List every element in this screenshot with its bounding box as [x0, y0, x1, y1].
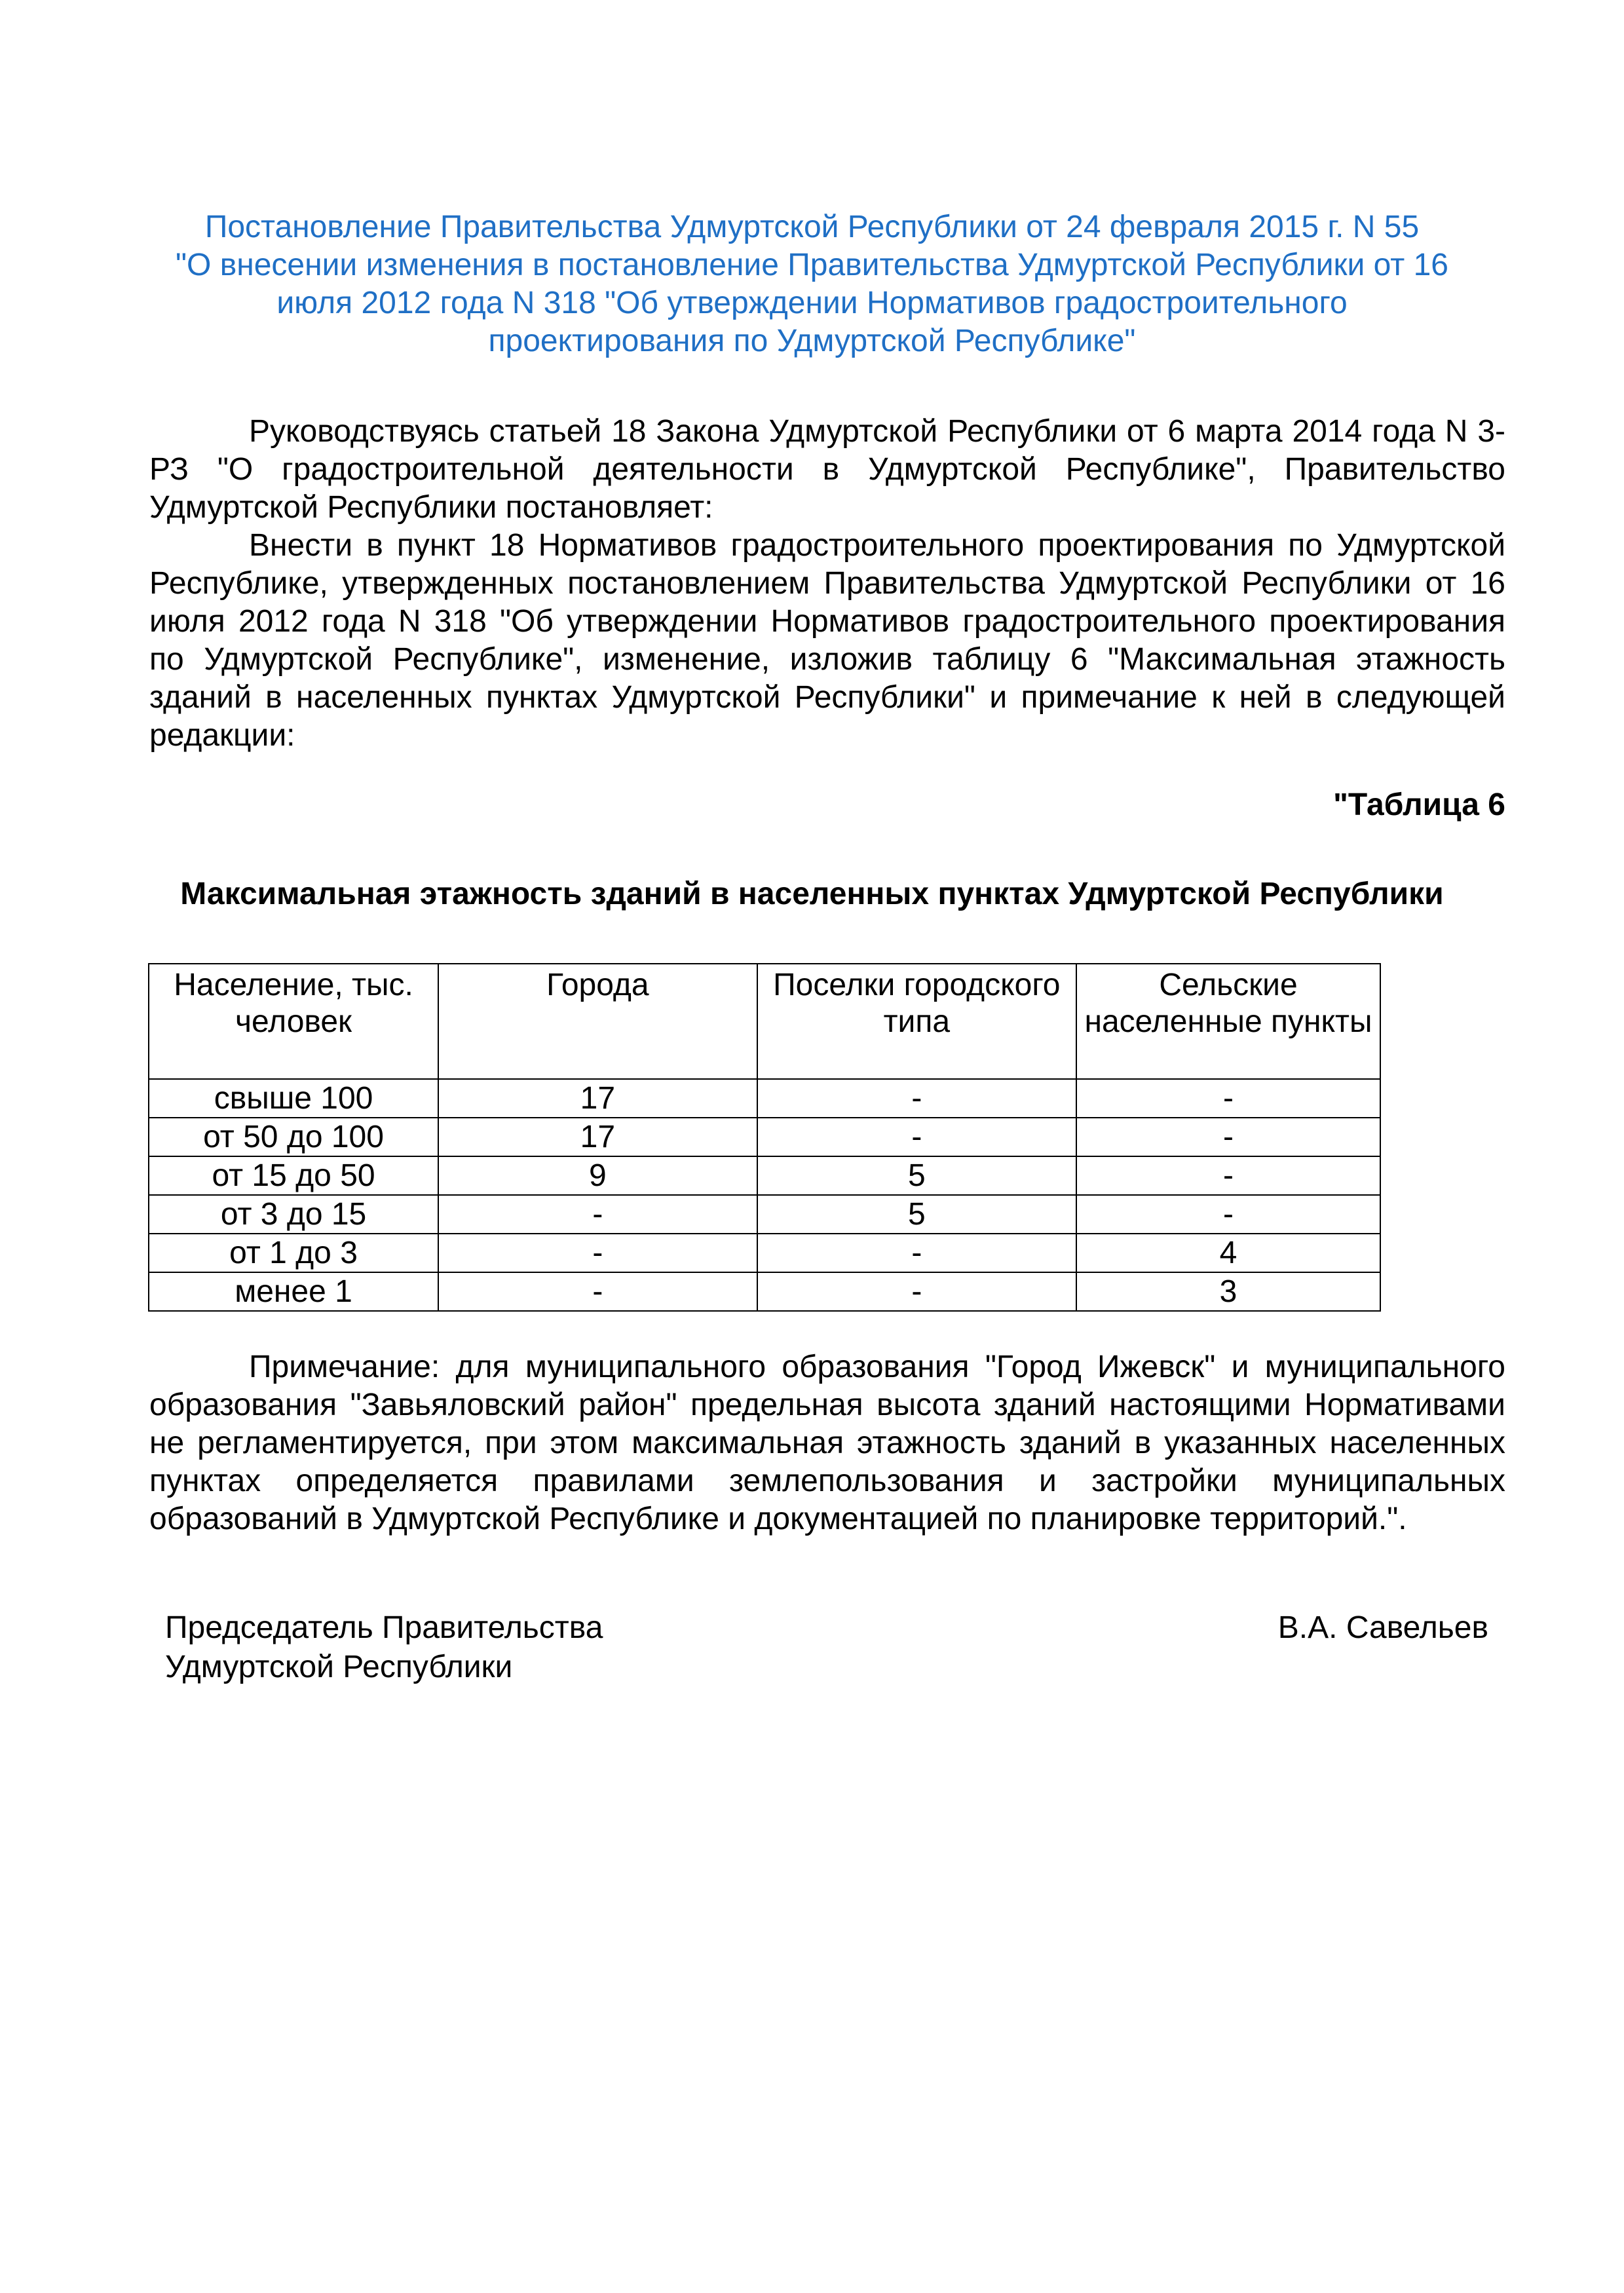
table-cell: свыше 100 — [149, 1079, 438, 1118]
max-floors-table — [148, 963, 1381, 1312]
title-line: июля 2012 года N 318 "Об утверждении Нормативов градостроительного — [276, 286, 1348, 320]
note-block — [149, 1348, 1505, 1538]
table-cell: 9 — [438, 1156, 757, 1195]
table-cell: от 50 до 100 — [149, 1118, 438, 1156]
table-cell: - — [757, 1079, 1076, 1118]
title-line: проектирования по Удмуртской Республике" — [488, 324, 1136, 358]
header-cities: Города — [438, 964, 757, 1079]
table-cell: 4 — [1076, 1234, 1380, 1272]
preamble-paragraph: Руководствуясь статьей 18 Закона Удмуртской Республики от 6 марта 2014 года N 3-РЗ "О градостроительной деятельности в Удмуртской Республике", Правительство Удмуртской Республики постановляет: — [149, 414, 1505, 525]
table-cell: - — [438, 1272, 757, 1311]
header-urban-settlements: Поселки городского типа — [757, 964, 1076, 1079]
table-cell: - — [757, 1234, 1076, 1272]
table-row — [149, 1234, 1380, 1272]
table-cell: от 1 до 3 — [149, 1234, 438, 1272]
signature-position — [165, 1608, 603, 1687]
table-cell: от 3 до 15 — [149, 1195, 438, 1234]
table-cell: - — [1076, 1195, 1380, 1234]
signer-name: В.А. Савельев — [1277, 1610, 1488, 1645]
table-header-row — [149, 964, 1380, 1079]
table-cell: 3 — [1076, 1272, 1380, 1311]
table-row — [149, 1195, 1380, 1234]
signature-position-line: Председатель Правительства — [165, 1610, 603, 1645]
table-number-label: "Таблица 6 — [1333, 787, 1505, 822]
table-cell: 17 — [438, 1118, 757, 1156]
signature-position-line: Удмуртской Республики — [165, 1650, 513, 1684]
table-cell: от 15 до 50 — [149, 1156, 438, 1195]
table-cell: 17 — [438, 1079, 757, 1118]
table-cell: - — [757, 1272, 1076, 1311]
amendment-paragraph: Внести в пункт 18 Нормативов градостроительного проектирования по Удмуртской Республике, утвержденных постановлением Правительства Удмуртской Республики от 16 июля 2012 года N 318 "Об утверждении Нормативов градостроительного проектирования по Удмуртской Республике", изменение, изложив таблицу 6 "Максимальная этажность зданий в населенных пунктах Удмуртской Республики" и примечание к ней в следующей редакции: — [149, 528, 1505, 753]
table-caption: Максимальная этажность зданий в населенных пунктах Удмуртской Республики — [180, 877, 1444, 911]
table-row — [149, 1272, 1380, 1311]
table-row — [149, 1079, 1380, 1118]
preamble — [149, 413, 1505, 755]
table-cell: - — [1076, 1118, 1380, 1156]
table-row — [149, 1156, 1380, 1195]
table-cell: менее 1 — [149, 1272, 438, 1311]
header-population: Население, тыс. человек — [149, 964, 438, 1079]
table-row — [149, 1118, 1380, 1156]
table-cell: - — [438, 1195, 757, 1234]
table-cell: - — [1076, 1156, 1380, 1195]
table-cell: - — [438, 1234, 757, 1272]
table-cell: 5 — [757, 1156, 1076, 1195]
title-line: Постановление Правительства Удмуртской Республики от 24 февраля 2015 г. N 55 — [204, 210, 1420, 244]
table-cell: - — [1076, 1079, 1380, 1118]
table-cell: - — [757, 1118, 1076, 1156]
table-cell: 5 — [757, 1195, 1076, 1234]
title-line: "О внесении изменения в постановление Правительства Удмуртской Республики от 16 — [175, 248, 1448, 282]
header-rural-settlements: Сельские населенные пункты — [1076, 964, 1380, 1079]
note-paragraph: Примечание: для муниципального образования "Город Ижевск" и муниципального образования "Завьяловский район" предельная высота зданий настоящими Нормативами не регламентируется, при этом максимальная этажность зданий в указанных населенных пунктах определяется правилами землепользования и застройки муниципальных образований в Удмуртской Республике и документацией по планировке территорий.". — [149, 1350, 1505, 1536]
document-title — [157, 208, 1467, 360]
